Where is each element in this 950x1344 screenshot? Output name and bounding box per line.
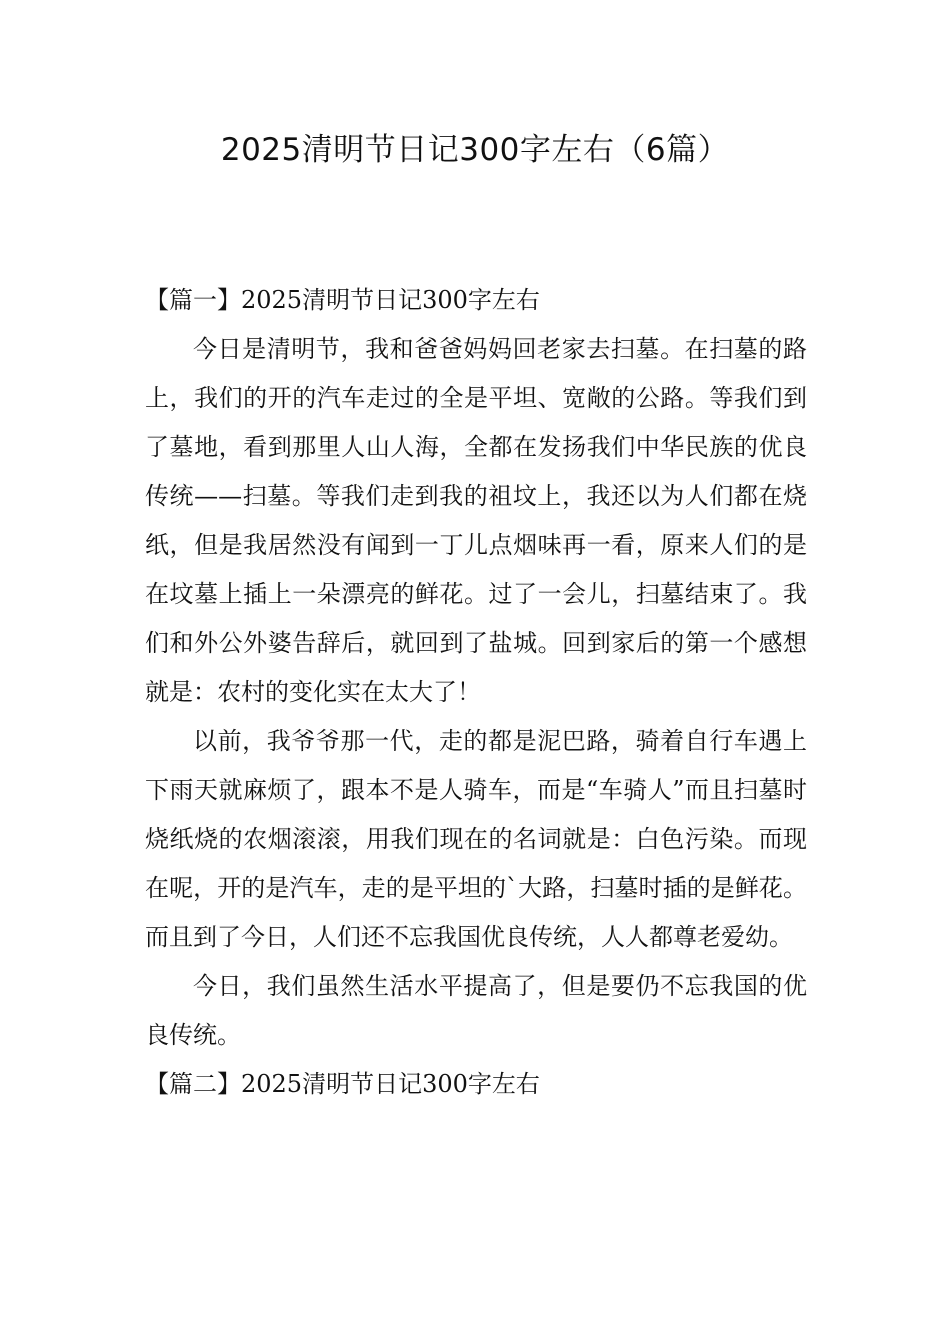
section-1-heading: 【篇一】2025清明节日记300字左右 bbox=[145, 286, 540, 314]
section-1-paragraph-3: 今日，我们虽然生活水平提高了，但是要仍不忘我国的优良传统。 bbox=[145, 972, 807, 1049]
section-1-paragraph-1: 今日是清明节，我和爸爸妈妈回老家去扫墓。在扫墓的路上，我们的开的汽车走过的全是平坦、宽敞的公路。等我们到了墓地，看到那里人山人海，全都在发扬我们中华民族的优良传统——扫墓。等我们走到我的祖坟上，我还以为人们都在烧纸，但是我居然没有闻到一丁儿点烟味再一看，原来人们的是在坟墓上插上一朵漂亮的鲜花。过了一会儿，扫墓结束了。我们和外公外婆告辞后，就回到了盐城。回到家后的第一个感想就是：农村的变化实在太大了！ bbox=[145, 335, 807, 706]
section-1 bbox=[145, 276, 807, 1060]
section-2 bbox=[145, 1060, 807, 1109]
document-body bbox=[145, 276, 807, 1109]
document-title: 2025清明节日记300字左右（6篇） bbox=[220, 132, 730, 168]
section-1-paragraph-2: 以前，我爷爷那一代，走的都是泥巴路，骑着自行车遇上下雨天就麻烦了，跟本不是人骑车，而是“车骑人”而且扫墓时烧纸烧的农烟滚滚，用我们现在的名词就是：白色污染。而现在呢，开的是汽车，走的是平坦的`大路，扫墓时插的是鲜花。而且到了今日，人们还不忘我国优良传统，人人都尊老爱幼。 bbox=[145, 727, 807, 951]
section-2-heading: 【篇二】2025清明节日记300字左右 bbox=[145, 1070, 540, 1098]
